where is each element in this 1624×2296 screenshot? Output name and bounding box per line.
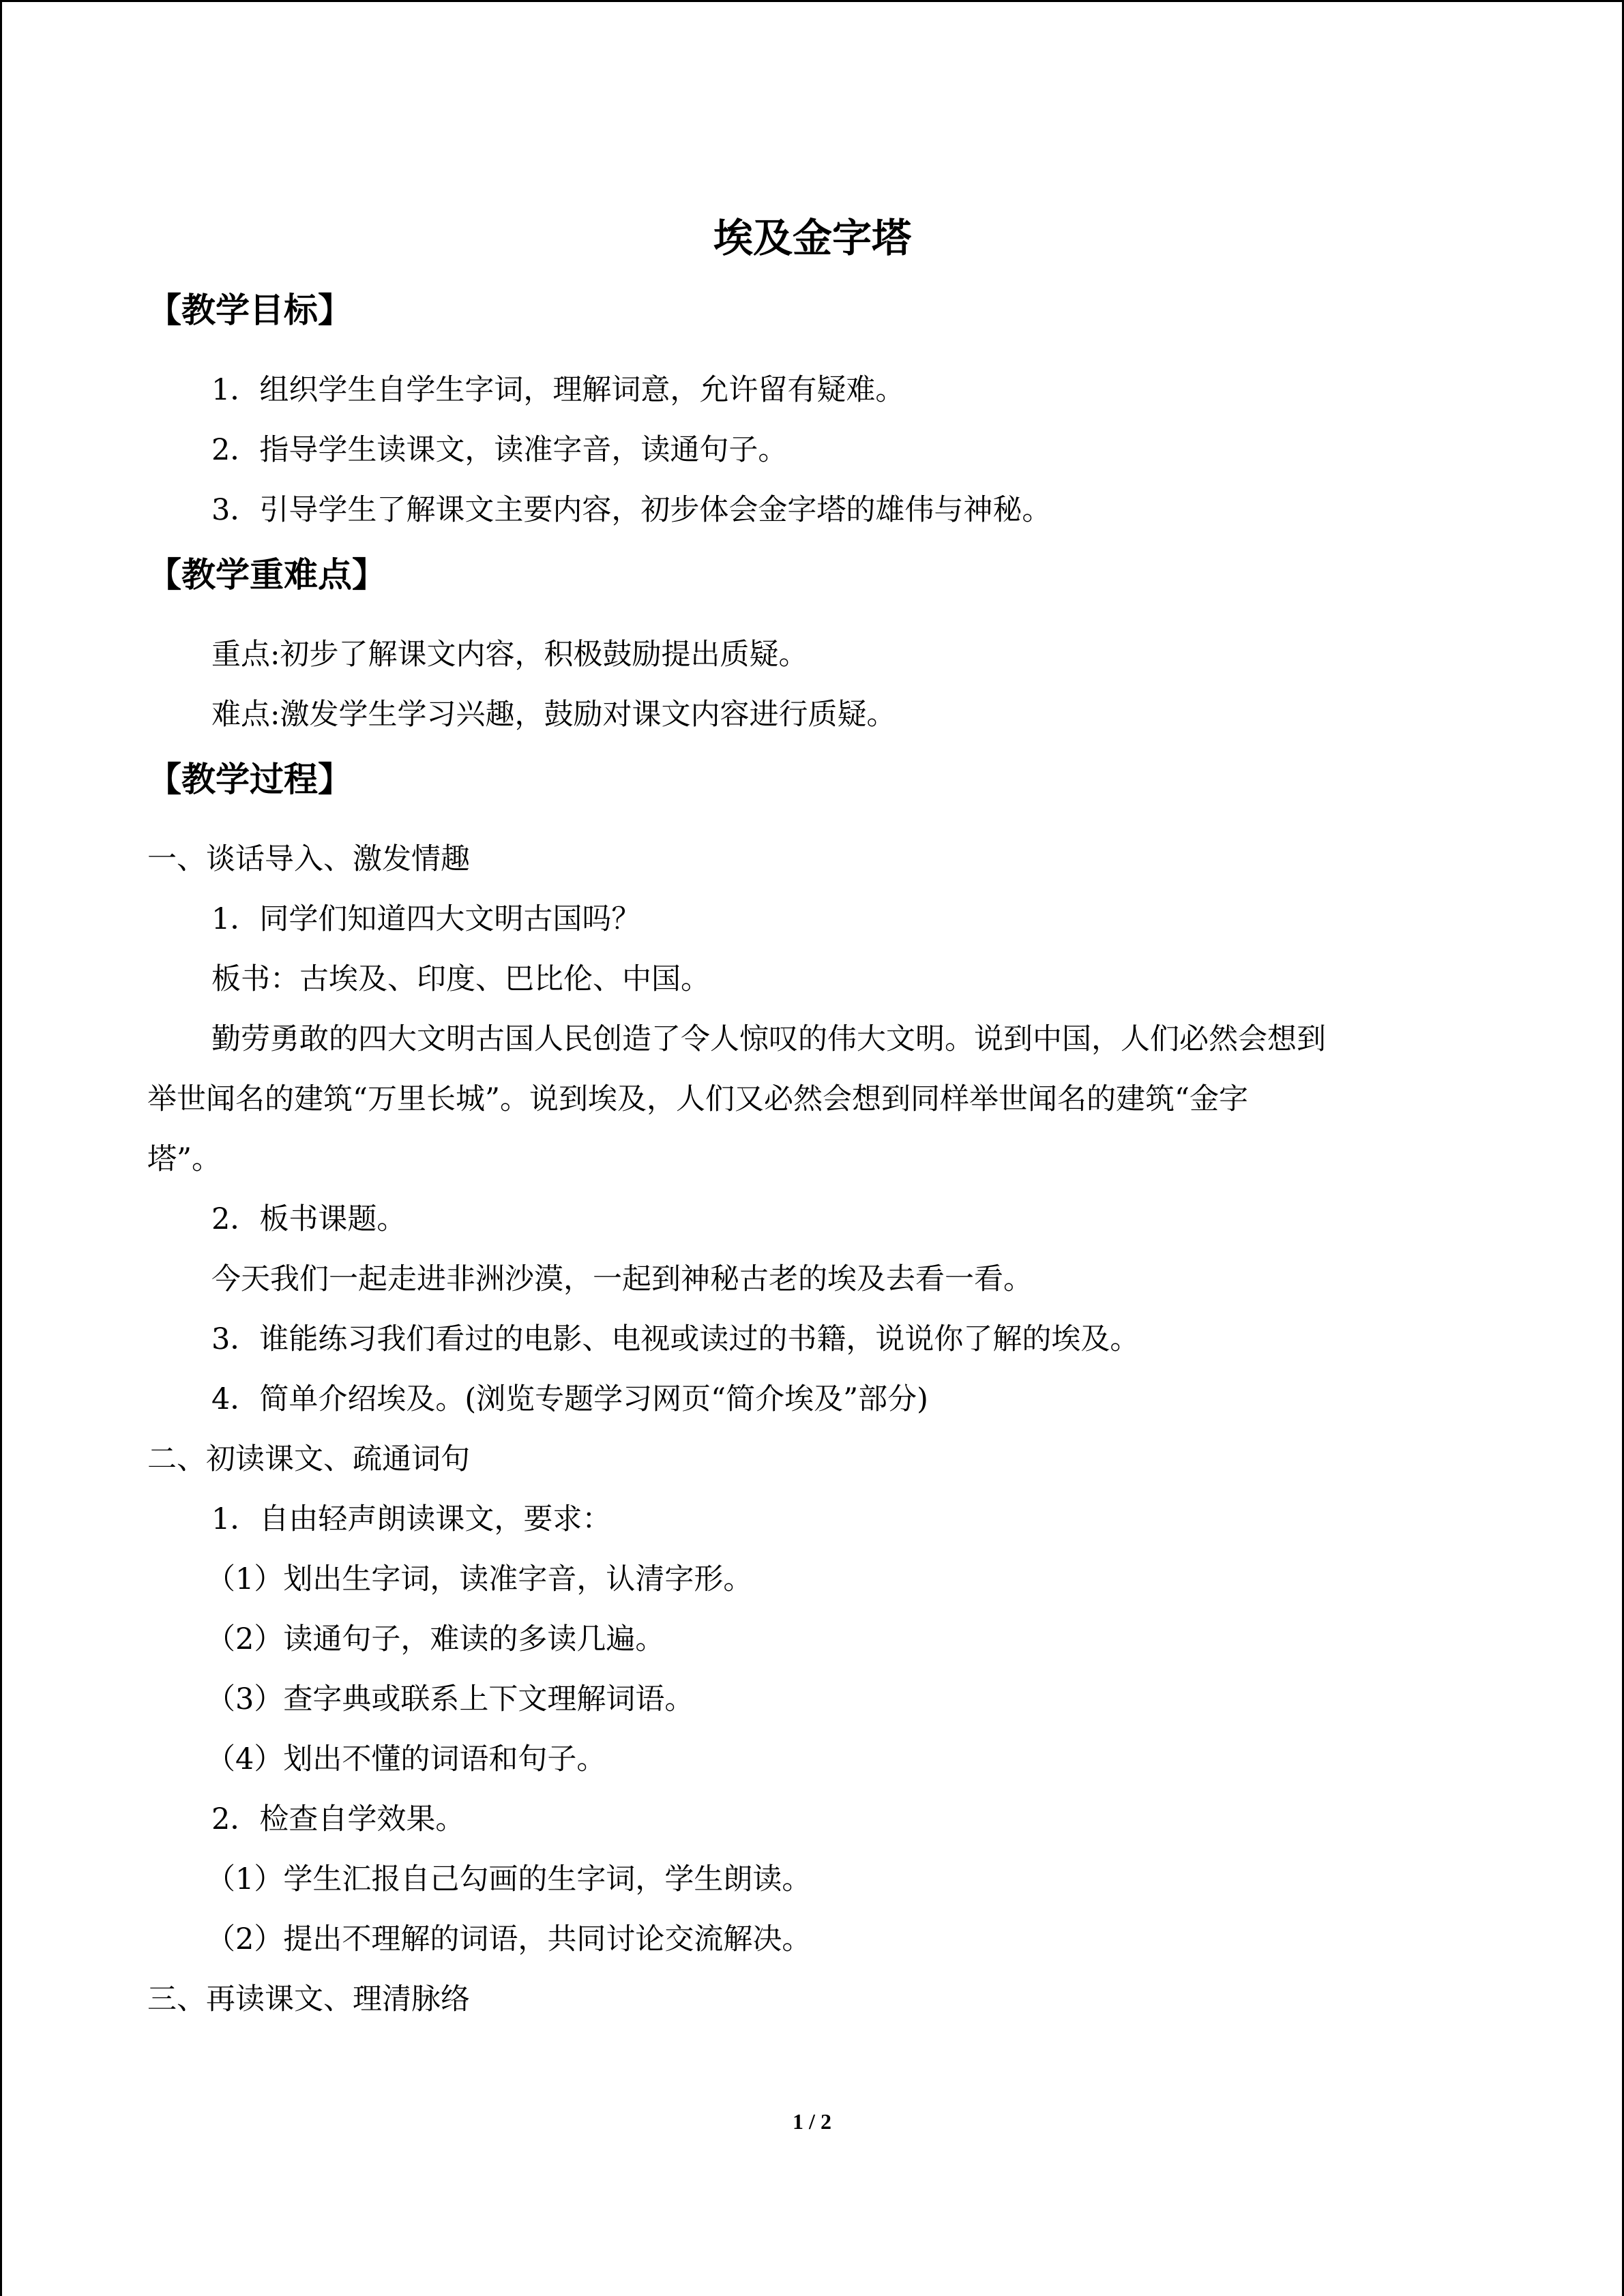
document-body bbox=[147, 205, 1477, 2029]
list-item: 板书：古埃及、印度、巴比伦、中国。 bbox=[211, 962, 710, 996]
list-item: 2．板书课题。 bbox=[211, 1202, 407, 1236]
list-item: 1．同学们知道四大文明古国吗？ bbox=[211, 902, 641, 936]
list-item: 2．指导学生读课文，读准字音，读通句子。 bbox=[211, 433, 788, 467]
list-item: 难点:激发学生学习兴趣，鼓励对课文内容进行质疑。 bbox=[211, 698, 896, 732]
list-item: 1．组织学生自学生字词，理解词意，允许留有疑难。 bbox=[211, 373, 905, 407]
process-part-1 bbox=[147, 829, 1477, 1429]
list-item: （3）查字典或联系上下文理解词语。 bbox=[206, 1682, 694, 1716]
section-heading-process: 【教学过程】 bbox=[147, 760, 352, 799]
list-item: （4）划出不懂的词语和句子。 bbox=[206, 1742, 606, 1776]
paragraph-line: 举世闻名的建筑“万里长城”。说到埃及，人们又必然会想到同样举世闻名的建筑“金字 bbox=[147, 1082, 1248, 1116]
list-item: （2）提出不理解的词语，共同讨论交流解决。 bbox=[206, 1922, 812, 1956]
subsection-title: 二、初读课文、疏通词句 bbox=[147, 1442, 470, 1476]
list-item: （1）学生汇报自己勾画的生字词，学生朗读。 bbox=[206, 1862, 812, 1896]
process-part-3 bbox=[147, 1969, 1477, 2029]
paragraph-line: 勤劳勇敢的四大文明古国人民创造了令人惊叹的伟大文明。说到中国，人们必然会想到 bbox=[211, 1022, 1326, 1056]
list-item: （1）划出生字词，读准字音，认清字形。 bbox=[206, 1562, 753, 1596]
list-item: 2．检查自学效果。 bbox=[211, 1802, 465, 1836]
document-title: 埃及金字塔 bbox=[713, 215, 911, 261]
list-item: 3．谁能练习我们看过的电影、电视或读过的书籍，说说你了解的埃及。 bbox=[211, 1322, 1140, 1356]
goals-list bbox=[147, 360, 1477, 540]
section-heading-goals: 【教学目标】 bbox=[147, 290, 352, 330]
list-item: 1．自由轻声朗读课文，要求： bbox=[211, 1502, 612, 1536]
section-heading-key-points: 【教学重难点】 bbox=[147, 555, 386, 595]
subsection-title: 三、再读课文、理清脉络 bbox=[147, 1982, 470, 2016]
paragraph-line: 塔”。 bbox=[147, 1142, 221, 1176]
subsection-title: 一、谈话导入、激发情趣 bbox=[147, 842, 470, 876]
list-item: 今天我们一起走进非洲沙漠，一起到神秘古老的埃及去看一看。 bbox=[211, 1262, 1033, 1296]
process-part-2 bbox=[147, 1429, 1477, 1969]
list-item: （2）读通句子，难读的多读几遍。 bbox=[206, 1622, 665, 1656]
page-indicator: 1 / 2 bbox=[793, 2109, 831, 2134]
list-item: 4．简单介绍埃及。(浏览专题学习网页“简介埃及”部分) bbox=[211, 1382, 928, 1416]
list-item: 重点:初步了解课文内容，积极鼓励提出质疑。 bbox=[211, 638, 808, 672]
list-item: 3．引导学生了解课文主要内容，初步体会金字塔的雄伟与神秘。 bbox=[211, 493, 1052, 527]
key-points-list bbox=[147, 625, 1477, 745]
